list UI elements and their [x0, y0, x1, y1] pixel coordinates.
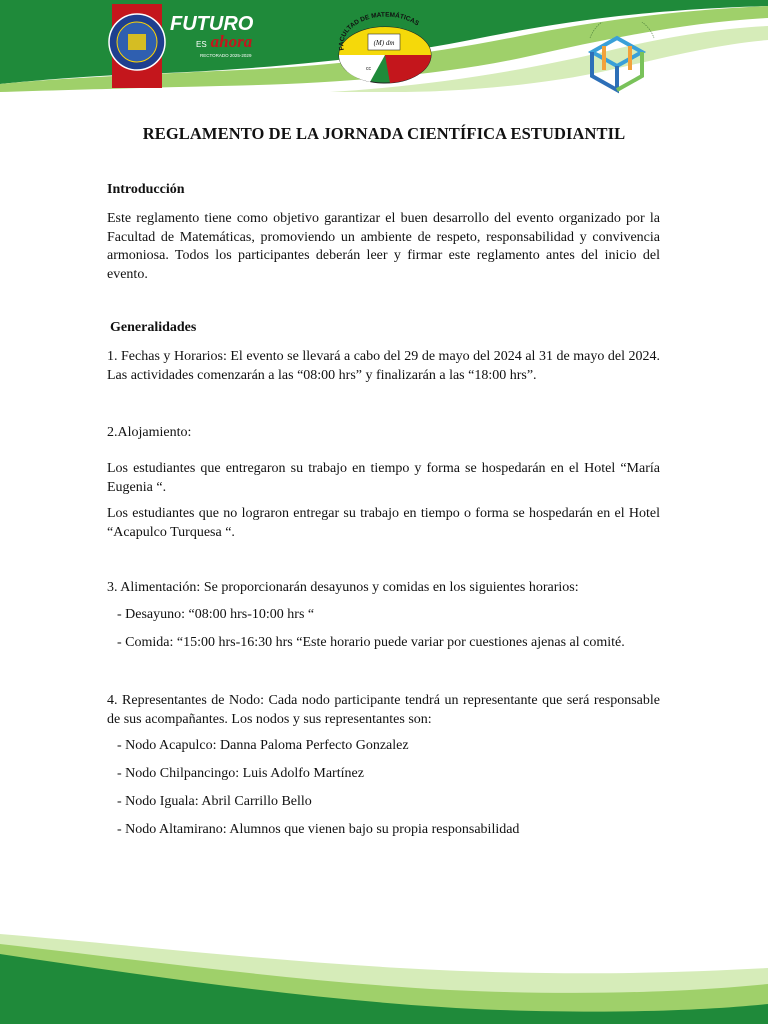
es-word: ES — [196, 40, 207, 49]
futuro-es-ahora-logo — [170, 14, 253, 58]
facultad-arc-text: FACULTAD DE MATEMÁTICAS — [338, 11, 421, 51]
item4-list-item: - Nodo Iguala: Abril Carrillo Bello — [117, 794, 312, 809]
item4-list-item: - Nodo Altamirano: Alumnos que vienen bajo su propia responsabilidad — [117, 822, 520, 837]
document-title: REGLAMENTO DE LA JORNADA CIENTÍFICA ESTUDIANTIL — [142, 124, 626, 143]
futuro-word: FUTURO — [170, 13, 254, 35]
item3-title: 3. Alimentación: Se proporcionarán desayunos y comidas en los siguientes horarios: — [107, 580, 579, 595]
intro-heading: Introducción — [107, 182, 185, 197]
item4-list-item: - Nodo Chilpancingo: Luis Adolfo Martínez — [117, 766, 364, 781]
generalidades-heading: Generalidades — [110, 320, 197, 335]
ahora-word: ahora — [210, 32, 253, 51]
item4-paragraph: 4. Representantes de Nodo: Cada nodo participante tendrá un representante que será responsable de sus acompañantes. Los nodos y sus representantes son: — [107, 693, 660, 727]
item3-list-item: - Desayuno: “08:00 hrs-10:00 hrs “ — [117, 607, 315, 622]
item3-list-item: - Comida: “15:00 hrs-16:30 hrs “Este horario puede variar por cuestiones ajenas al comité. — [117, 635, 625, 650]
intro-paragraph: Este reglamento tiene como objetivo garantizar el buen desarrollo del evento organizado por la Facultad de Matemáticas, promoviendo un ambiente de respeto, responsabilidad y convivencia armoniosa. Todos los participantes deberán leer y firmar este reglamento antes del inicio del evento. — [107, 211, 660, 282]
circle-mark: cc — [366, 66, 371, 72]
item2-title: 2.Alojamiento: — [107, 425, 192, 440]
facultad-matematicas-logo — [330, 10, 440, 86]
impossible-cube-logo — [582, 22, 662, 94]
item2-paragraph-1: Los estudiantes que entregaron su trabajo en tiempo y forma se hospedarán en el Hotel “María Eugenia “. — [107, 461, 660, 495]
item2-paragraph-2: Los estudiantes que no lograron entregar su trabajo en tiempo o forma se hospedarán en el Hotel “Acapulco Turquesa “. — [107, 506, 660, 540]
formula-text: (M) dm — [373, 39, 395, 47]
university-seal-logo — [106, 4, 168, 88]
item1-fechas-horarios: 1. Fechas y Horarios: El evento se llevará a cabo del 29 de mayo del 2024 al 31 de mayo del 2024. Las actividades comenzarán a las “08:00 hrs” y finalizarán a las “18:00 hrs”. — [107, 349, 660, 383]
rectorado-text: RECTORADO 2025-2029 — [200, 53, 252, 58]
item4-list-item: - Nodo Acapulco: Danna Paloma Perfecto Gonzalez — [117, 738, 409, 753]
footer-banner — [0, 934, 768, 1024]
